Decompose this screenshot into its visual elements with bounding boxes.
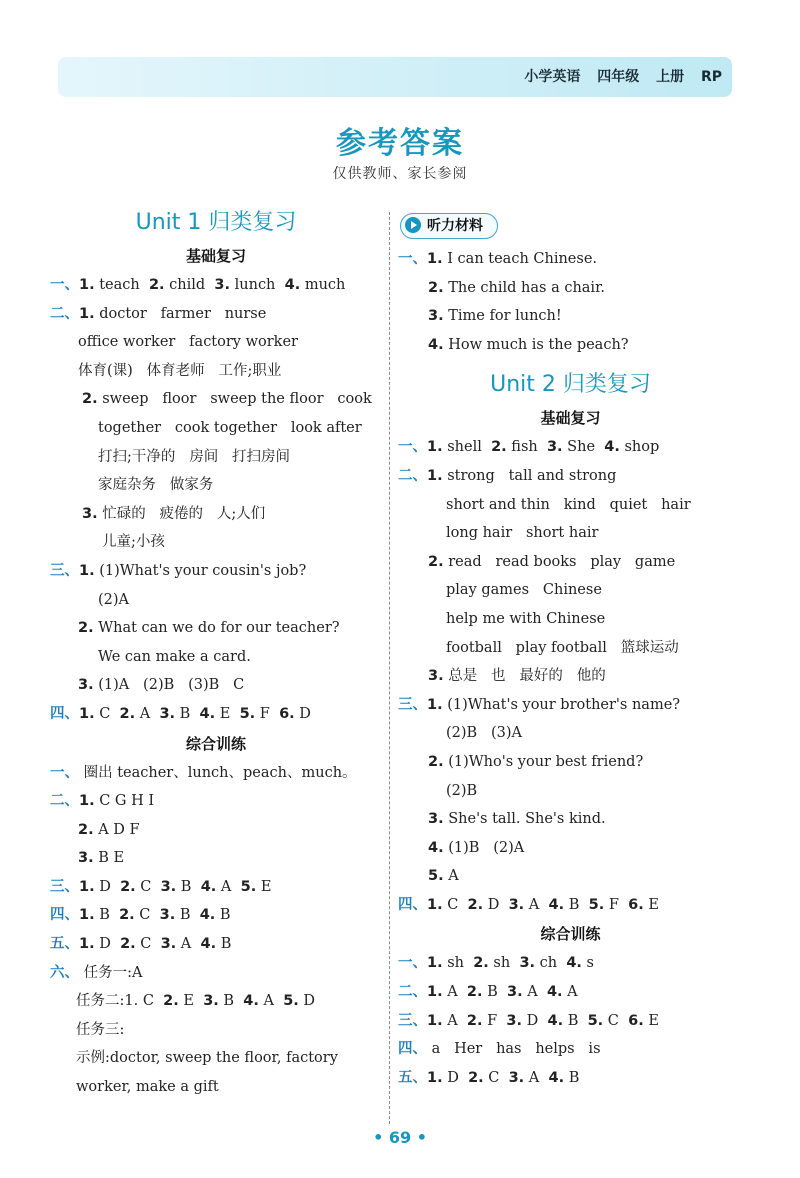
answer-text: A — [258, 993, 284, 1010]
item-number: 3. — [506, 1012, 523, 1029]
answer-line — [398, 978, 743, 1007]
item-number: 2. — [467, 896, 484, 913]
answer-text: A — [442, 1012, 467, 1029]
answer-line — [398, 862, 743, 891]
item-number: 4. — [546, 984, 563, 1001]
answer-text: How much is the peach? — [443, 336, 629, 353]
item-number: 2. — [466, 1012, 483, 1029]
item-number: 5. — [588, 896, 605, 913]
item-number: 5. — [428, 868, 444, 885]
answer-text: Time for lunch! — [443, 308, 562, 325]
section-marker: 四、 — [50, 705, 79, 722]
item-number: 3. — [507, 984, 523, 1001]
answer-text: C — [483, 1069, 509, 1086]
item-number: 2. — [120, 878, 136, 895]
header-subject: 小学英语 — [524, 69, 581, 85]
header-bar — [58, 57, 732, 97]
answer-line — [50, 901, 382, 930]
item-number: 4. — [199, 907, 216, 924]
item-number: 2. — [120, 936, 136, 953]
answer-line: 任务三: — [76, 1021, 125, 1038]
answer-text: B — [175, 907, 200, 924]
answer-line: (2)B (3)A — [446, 725, 523, 742]
item-number: 2. — [466, 984, 483, 1001]
header-info — [512, 57, 722, 97]
item-number: 4. — [548, 1069, 565, 1086]
answer-text: A D F — [93, 821, 140, 838]
answer-text: strong tall and strong — [442, 467, 617, 484]
section-marker: 四、 — [398, 1041, 427, 1058]
answer-text: B — [564, 1069, 580, 1086]
item-number: 6. — [279, 705, 295, 722]
answer-text: F — [482, 1012, 507, 1029]
item-number: 1. — [79, 793, 95, 810]
answer-line — [398, 331, 743, 360]
answer-line: long hair short hair — [446, 525, 599, 542]
answer-line — [50, 557, 382, 586]
answer-text: (1)What's your cousin's job? — [94, 562, 307, 579]
answer-text: read read books play game — [443, 553, 676, 570]
answer-text: C — [134, 907, 160, 924]
unit1-comprehensive-heading: 综合训练 — [185, 734, 246, 753]
answer-line — [398, 548, 743, 577]
item-number: 1. — [427, 439, 443, 456]
answer-line — [398, 274, 743, 303]
item-number: 6. — [628, 1012, 644, 1029]
answer-text: B — [563, 1012, 588, 1029]
answer-text: C — [442, 896, 468, 913]
answer-text: much — [300, 277, 346, 293]
answer-text: 忙碌的 疲倦的 人;人们 — [97, 505, 266, 522]
play-icon — [405, 217, 421, 233]
answer-text: s — [581, 955, 595, 972]
answer-text: shop — [619, 439, 660, 456]
answer-line: football play football 篮球运动 — [446, 639, 679, 656]
answer-text: C — [135, 878, 161, 895]
answer-line — [50, 700, 382, 729]
answer-text: sh — [488, 955, 520, 972]
answer-line — [398, 748, 743, 777]
unit1-title: Unit 1 归类复习 — [135, 210, 297, 235]
answer-line — [50, 271, 382, 300]
answer-line: worker, make a gift — [76, 1079, 219, 1096]
item-number: 3. — [214, 277, 231, 293]
answer-text: (1)What's your brother's name? — [442, 696, 681, 713]
answer-text: C — [603, 1012, 629, 1029]
answer-text: ch — [535, 955, 567, 972]
answer-text: 圈出 teacher、lunch、peach、much。 — [79, 764, 357, 781]
item-number: 3. — [160, 878, 177, 895]
item-number: 2. — [119, 907, 135, 924]
section-marker: 三、 — [50, 878, 79, 895]
section-marker: 二、 — [50, 305, 79, 322]
section-marker: 二、 — [398, 467, 427, 484]
answer-line — [398, 691, 743, 720]
item-number: 3. — [508, 896, 525, 913]
answer-text: A — [135, 705, 160, 722]
answer-line — [50, 959, 382, 988]
item-number: 1. — [427, 955, 443, 972]
right-column — [398, 205, 743, 1092]
answer-text: She's tall. She's kind. — [443, 811, 606, 828]
item-number: 2. — [468, 1069, 484, 1086]
answer-text: fish — [506, 439, 547, 456]
section-marker: 一、 — [398, 251, 427, 267]
answer-text: shell — [442, 439, 492, 456]
item-number: 1. — [79, 705, 95, 722]
answer-text: B — [482, 984, 508, 1001]
answer-text: A — [176, 936, 201, 953]
answer-text: (1)A (2)B (3)B C — [93, 677, 245, 694]
answer-line — [398, 1064, 743, 1093]
section-marker: 三、 — [398, 696, 427, 713]
page-title: 参考答案 — [336, 126, 464, 161]
answer-line — [398, 462, 743, 491]
item-number: 4. — [547, 1012, 564, 1029]
item-number: 3. — [78, 850, 94, 867]
answer-line — [50, 873, 382, 902]
section-marker: 一、 — [398, 955, 427, 972]
answer-line — [50, 614, 382, 643]
answer-line: 家庭杂务 做家务 — [98, 477, 214, 494]
item-number: 5. — [283, 993, 299, 1010]
answer-text: D — [94, 878, 121, 895]
item-number: 4. — [199, 705, 216, 722]
answer-line — [50, 671, 382, 700]
answer-line — [398, 1035, 743, 1064]
answer-line — [50, 816, 382, 845]
item-number: 1. — [427, 467, 443, 484]
item-number: 5. — [239, 705, 256, 722]
answer-line: We can make a card. — [98, 648, 251, 665]
section-marker: 五、 — [398, 1069, 427, 1086]
unit2-basic-review-heading: 基础复习 — [540, 409, 601, 428]
answer-text: D — [483, 896, 509, 913]
item-number: 2. — [491, 439, 507, 456]
item-number: 1. — [79, 277, 95, 293]
answer-text: C — [94, 705, 120, 722]
answer-text: 总是 也 最好的 他的 — [443, 668, 606, 685]
item-number: 1. — [427, 251, 443, 267]
answer-line: 儿童;小孩 — [102, 534, 165, 551]
item-number: 1. — [427, 984, 443, 1001]
item-number: 2. — [78, 620, 94, 637]
answer-text: E — [643, 1012, 659, 1029]
item-number: 4. — [200, 878, 217, 895]
item-number: 6. — [628, 896, 644, 913]
answer-text: A — [522, 984, 547, 1001]
answer-text: A — [562, 984, 578, 1001]
item-number: 3. — [428, 811, 444, 828]
answer-text: sh — [442, 955, 474, 972]
answer-text: B — [215, 907, 231, 924]
listening-label-text: 听力材料 — [427, 218, 483, 234]
answer-line: 打扫;干净的 房间 打扫房间 — [98, 448, 291, 465]
answer-line — [398, 662, 743, 691]
answer-line — [398, 891, 743, 920]
answer-line: office worker factory worker — [78, 334, 298, 351]
answer-text: C — [135, 936, 161, 953]
answer-text: E — [215, 705, 240, 722]
answer-line: play games Chinese — [446, 582, 602, 599]
answer-text: C G H I — [94, 793, 155, 810]
answer-text: F — [255, 705, 280, 722]
section-marker: 一、 — [398, 439, 427, 456]
answer-text: She — [562, 439, 605, 456]
answer-line — [50, 987, 382, 1016]
item-number: 3. — [508, 1069, 525, 1086]
item-number: 1. — [79, 878, 95, 895]
answer-text: (1)B (2)A — [443, 839, 525, 856]
page-subtitle: 仅供教师、家长参阅 — [332, 166, 468, 182]
unit2-title: Unit 2 归类复习 — [490, 372, 651, 398]
item-number: 3. — [82, 505, 98, 522]
item-number: 4. — [428, 839, 444, 856]
answer-text: D — [294, 705, 311, 722]
item-number: 2. — [148, 277, 165, 293]
section-marker: 一、 — [50, 764, 79, 781]
answer-text: B — [176, 878, 201, 895]
answer-text: B E — [93, 850, 125, 867]
item-number: 1. — [427, 1012, 443, 1029]
section-marker: 三、 — [50, 562, 79, 579]
answer-text: A — [524, 1069, 549, 1086]
answer-text: E — [256, 878, 272, 895]
answer-line — [50, 385, 382, 414]
answer-text: B — [216, 936, 232, 953]
answer-text: The child has a chair. — [443, 279, 606, 296]
item-number: 2. — [428, 753, 444, 770]
column-divider — [389, 212, 390, 1124]
item-number: 2. — [428, 553, 444, 570]
item-number: 4. — [604, 439, 620, 456]
left-column — [50, 205, 382, 1102]
answer-line — [398, 949, 743, 978]
header-volume: 上册 — [656, 69, 685, 85]
item-number: 3. — [159, 907, 176, 924]
item-number: 1. — [427, 1069, 443, 1086]
item-number: 4. — [548, 896, 565, 913]
item-number: 1. — [79, 936, 95, 953]
item-number: 2. — [82, 391, 98, 408]
answer-line — [50, 300, 382, 329]
answer-text: B — [564, 896, 589, 913]
answer-line — [398, 1007, 743, 1036]
answer-text: A — [442, 984, 467, 1001]
answer-line: together cook together look after — [98, 419, 362, 436]
answer-line — [398, 805, 743, 834]
answer-line: (2)B — [446, 782, 478, 799]
answer-text: I can teach Chinese. — [442, 251, 598, 267]
answer-line — [50, 844, 382, 873]
answer-text: 任务二:1. C — [76, 993, 164, 1010]
answer-text: D — [522, 1012, 548, 1029]
item-number: 3. — [203, 993, 219, 1010]
answer-line: 体育(课) 体育老师 工作;职业 — [78, 362, 282, 379]
item-number: 1. — [79, 305, 95, 322]
answer-text: A — [524, 896, 549, 913]
item-number: 4. — [284, 277, 301, 293]
answer-text: A — [443, 868, 459, 885]
page-number: • 69 • — [373, 1128, 427, 1147]
answer-line — [50, 759, 382, 788]
unit1-basic-review-heading: 基础复习 — [185, 247, 246, 265]
section-marker: 五、 — [50, 936, 79, 953]
answer-line: (2)A — [98, 591, 130, 608]
item-number: 5. — [240, 878, 257, 895]
item-number: 1. — [427, 696, 443, 713]
answer-text: lunch — [230, 277, 285, 293]
answer-text: doctor farmer nurse — [94, 305, 267, 322]
answer-line — [398, 834, 743, 863]
listening-material-label — [400, 213, 498, 239]
item-number: 3. — [428, 668, 444, 685]
section-marker: 二、 — [50, 793, 79, 810]
answer-text: D — [442, 1069, 469, 1086]
item-number: 2. — [473, 955, 489, 972]
answer-line — [398, 245, 743, 274]
answer-text: B — [175, 705, 200, 722]
answer-line — [50, 930, 382, 959]
item-number: 3. — [159, 705, 176, 722]
answer-line — [398, 302, 743, 331]
header-grade: 四年级 — [597, 69, 640, 85]
answer-line: 示例:doctor, sweep the floor, factory — [76, 1050, 338, 1067]
answer-line: short and thin kind quiet hair — [446, 496, 691, 513]
section-marker: 一、 — [50, 277, 79, 293]
answer-line — [398, 433, 743, 462]
section-marker: 六、 — [50, 964, 79, 981]
item-number: 4. — [200, 936, 217, 953]
section-marker: 三、 — [398, 1012, 427, 1029]
answer-text: B — [218, 993, 244, 1010]
answer-text: teach — [94, 277, 149, 293]
item-number: 3. — [78, 677, 94, 694]
item-number: 3. — [160, 936, 177, 953]
item-number: 5. — [587, 1012, 604, 1029]
item-number: 2. — [78, 821, 94, 838]
item-number: 3. — [428, 308, 444, 325]
item-number: 1. — [79, 562, 95, 579]
answer-text: D — [298, 993, 316, 1010]
item-number: 1. — [79, 907, 95, 924]
header-edition: RP — [700, 69, 722, 85]
section-marker: 二、 — [398, 984, 427, 1001]
section-marker: 四、 — [398, 896, 427, 913]
answer-text: E — [643, 896, 659, 913]
answer-text: F — [604, 896, 629, 913]
answer-line — [50, 787, 382, 816]
item-number: 3. — [546, 439, 563, 456]
answer-text: E — [178, 993, 204, 1010]
item-number: 4. — [243, 993, 259, 1010]
answer-line — [50, 500, 382, 529]
answer-text: child — [164, 277, 215, 293]
item-number: 1. — [427, 896, 443, 913]
answer-text: (1)Who's your best friend? — [443, 753, 644, 770]
item-number: 2. — [119, 705, 136, 722]
answer-text: sweep floor sweep the floor cook — [97, 391, 372, 408]
unit2-comprehensive-heading: 综合训练 — [540, 925, 601, 944]
section-marker: 四、 — [50, 907, 79, 924]
item-number: 4. — [566, 955, 582, 972]
answer-text: 任务一:A — [79, 964, 143, 981]
answer-line: help me with Chinese — [446, 610, 606, 627]
answer-text: D — [94, 936, 121, 953]
answer-text: B — [94, 907, 120, 924]
answer-text: What can we do for our teacher? — [93, 620, 340, 637]
answer-text: a Her has helps is — [427, 1041, 601, 1058]
item-number: 2. — [428, 279, 444, 296]
answer-text: A — [216, 878, 241, 895]
item-number: 3. — [519, 955, 536, 972]
item-number: 4. — [428, 336, 444, 353]
item-number: 2. — [163, 993, 179, 1010]
